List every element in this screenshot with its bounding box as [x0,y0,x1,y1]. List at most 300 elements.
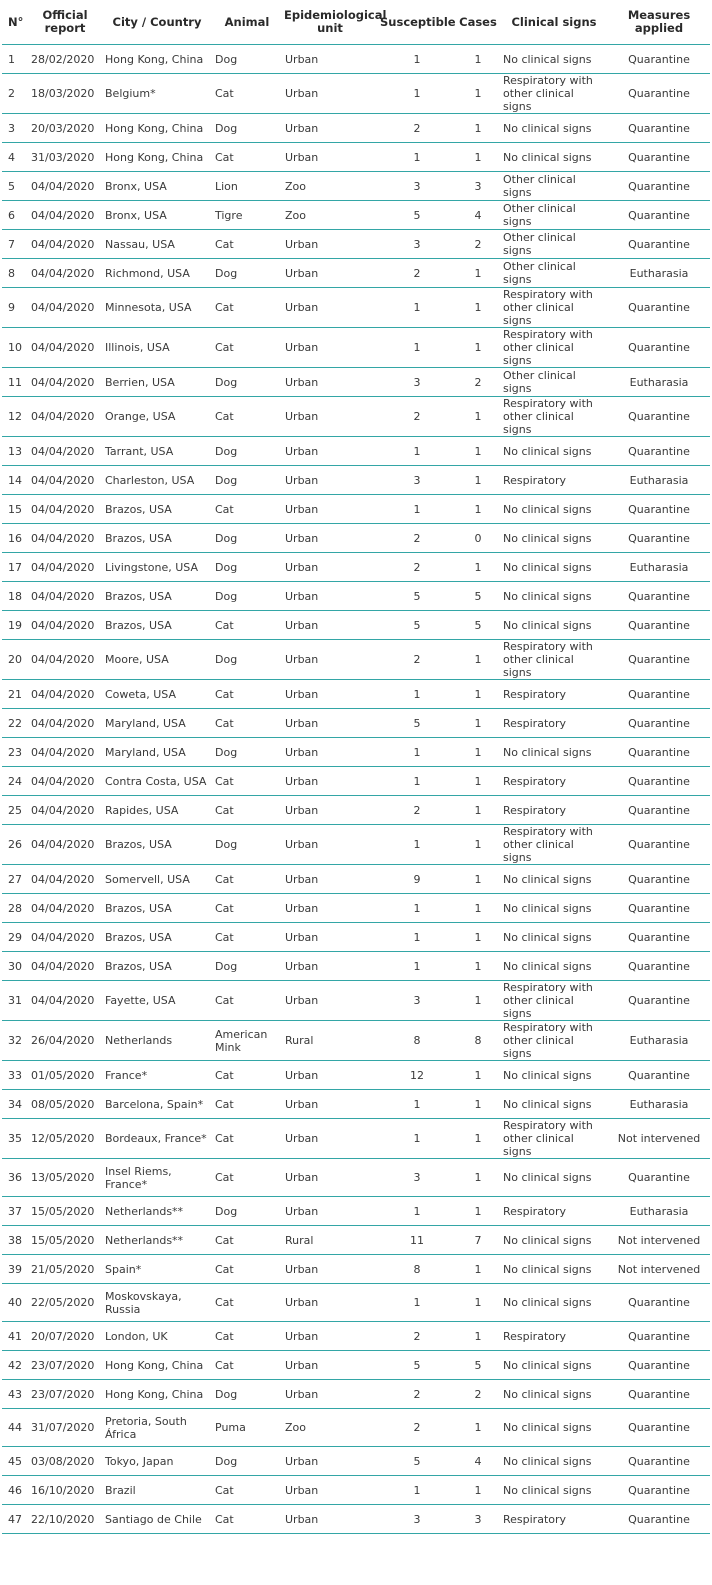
cell-official-report: 01/05/2020 [28,1061,102,1090]
cell-number: 43 [2,1380,28,1409]
cell-measures-applied: Quarantine [608,201,710,230]
cell-animal: Cat [212,1159,282,1197]
cell-animal: Cat [212,230,282,259]
cell-cases: 3 [456,172,500,201]
cell-official-report: 23/07/2020 [28,1380,102,1409]
cell-cases: 1 [456,1255,500,1284]
cell-city-country: Tarrant, USA [102,437,212,466]
cell-epidemiological-unit: Urban [282,1322,378,1351]
cell-number: 26 [2,825,28,865]
cell-epidemiological-unit: Urban [282,259,378,288]
cell-cases: 1 [456,1284,500,1322]
cell-city-country: Hong Kong, China [102,143,212,172]
table-row [2,1351,710,1380]
cell-number: 13 [2,437,28,466]
cell-animal: Cat [212,894,282,923]
cell-cases: 5 [456,582,500,611]
table-row [2,865,710,894]
table-row [2,1021,710,1061]
cell-number: 24 [2,767,28,796]
cell-city-country: Hong Kong, China [102,1351,212,1380]
table-row [2,45,710,74]
cell-epidemiological-unit: Urban [282,738,378,767]
cell-epidemiological-unit: Urban [282,611,378,640]
table-row [2,796,710,825]
cell-animal: Dog [212,582,282,611]
cell-cases: 3 [456,1505,500,1534]
cell-susceptible: 2 [378,524,456,553]
cell-cases: 1 [456,45,500,74]
cell-official-report: 31/03/2020 [28,143,102,172]
cell-number: 25 [2,796,28,825]
cell-clinical-signs: No clinical signs [500,437,608,466]
cell-clinical-signs: Respiratory [500,680,608,709]
cell-epidemiological-unit: Urban [282,524,378,553]
cell-number: 8 [2,259,28,288]
cell-number: 28 [2,894,28,923]
cell-city-country: Hong Kong, China [102,1380,212,1409]
cell-cases: 1 [456,767,500,796]
cell-official-report: 04/04/2020 [28,259,102,288]
cell-number: 44 [2,1409,28,1447]
cell-city-country: Brazos, USA [102,894,212,923]
cell-city-country: Brazos, USA [102,923,212,952]
cell-official-report: 04/04/2020 [28,201,102,230]
cell-official-report: 04/04/2020 [28,524,102,553]
cell-epidemiological-unit: Urban [282,495,378,524]
cell-number: 46 [2,1476,28,1505]
table-row [2,825,710,865]
cell-clinical-signs: Respiratory with other clinical signs [500,288,608,328]
cell-number: 4 [2,143,28,172]
cell-susceptible: 9 [378,865,456,894]
cell-epidemiological-unit: Urban [282,709,378,738]
cell-susceptible: 1 [378,495,456,524]
cell-animal: Dog [212,368,282,397]
table-row [2,259,710,288]
cell-epidemiological-unit: Urban [282,1476,378,1505]
cell-animal: Dog [212,1447,282,1476]
cell-clinical-signs: Other clinical signs [500,172,608,201]
cell-susceptible: 2 [378,553,456,582]
cell-clinical-signs: No clinical signs [500,524,608,553]
cell-city-country: Netherlands [102,1021,212,1061]
cell-epidemiological-unit: Urban [282,368,378,397]
table-row [2,143,710,172]
cell-clinical-signs: No clinical signs [500,143,608,172]
table-row [2,1226,710,1255]
cell-city-country: Netherlands** [102,1197,212,1226]
cell-number: 17 [2,553,28,582]
cell-epidemiological-unit: Urban [282,1284,378,1322]
cell-epidemiological-unit: Urban [282,582,378,611]
cell-clinical-signs: No clinical signs [500,582,608,611]
cell-cases: 1 [456,1061,500,1090]
header-measures-applied: Measures applied [608,0,710,45]
table-row [2,1447,710,1476]
cell-epidemiological-unit: Zoo [282,172,378,201]
cell-epidemiological-unit: Urban [282,640,378,680]
cell-susceptible: 3 [378,1159,456,1197]
cell-clinical-signs: No clinical signs [500,738,608,767]
cell-animal: Dog [212,640,282,680]
cell-number: 35 [2,1119,28,1159]
cell-number: 42 [2,1351,28,1380]
header-cases: Cases [456,0,500,45]
cell-cases: 1 [456,981,500,1021]
cell-susceptible: 1 [378,1119,456,1159]
cell-susceptible: 5 [378,611,456,640]
cell-clinical-signs: No clinical signs [500,611,608,640]
cell-cases: 1 [456,143,500,172]
cell-number: 29 [2,923,28,952]
cell-animal: Dog [212,437,282,466]
cell-number: 10 [2,328,28,368]
cell-epidemiological-unit: Urban [282,1505,378,1534]
cell-official-report: 04/04/2020 [28,767,102,796]
cell-susceptible: 1 [378,767,456,796]
cell-susceptible: 1 [378,738,456,767]
cell-measures-applied: Quarantine [608,1476,710,1505]
cell-number: 9 [2,288,28,328]
cell-clinical-signs: No clinical signs [500,1159,608,1197]
cell-measures-applied: Not intervened [608,1255,710,1284]
cell-clinical-signs: Respiratory with other clinical signs [500,981,608,1021]
cell-susceptible: 1 [378,1284,456,1322]
cell-number: 2 [2,74,28,114]
cell-susceptible: 5 [378,201,456,230]
cell-clinical-signs: Respiratory [500,466,608,495]
cell-clinical-signs: No clinical signs [500,1061,608,1090]
cell-official-report: 04/04/2020 [28,397,102,437]
table-row [2,1061,710,1090]
cell-official-report: 04/04/2020 [28,640,102,680]
cell-epidemiological-unit: Urban [282,796,378,825]
table-row [2,582,710,611]
cell-susceptible: 1 [378,894,456,923]
cell-susceptible: 1 [378,825,456,865]
cell-susceptible: 1 [378,952,456,981]
table-row [2,328,710,368]
table-row [2,767,710,796]
header-susceptible: Susceptible [378,0,456,45]
cell-susceptible: 1 [378,437,456,466]
cell-city-country: Brazos, USA [102,582,212,611]
cell-animal: Cat [212,397,282,437]
cell-measures-applied: Quarantine [608,680,710,709]
cell-susceptible: 2 [378,259,456,288]
cell-clinical-signs: No clinical signs [500,923,608,952]
cell-measures-applied: Eutharasia [608,259,710,288]
cell-animal: Cat [212,1226,282,1255]
cell-city-country: Brazil [102,1476,212,1505]
cell-clinical-signs: Respiratory [500,1322,608,1351]
cell-epidemiological-unit: Urban [282,288,378,328]
cell-epidemiological-unit: Urban [282,1255,378,1284]
table-row [2,74,710,114]
cell-animal: Cat [212,143,282,172]
cell-animal: Cat [212,1476,282,1505]
cell-epidemiological-unit: Zoo [282,201,378,230]
cell-clinical-signs: Respiratory [500,1505,608,1534]
cell-official-report: 04/04/2020 [28,582,102,611]
cell-animal: Cat [212,1255,282,1284]
cell-measures-applied: Quarantine [608,1505,710,1534]
cell-animal: Cat [212,1351,282,1380]
cell-measures-applied: Quarantine [608,1351,710,1380]
cell-susceptible: 2 [378,796,456,825]
cell-city-country: Nassau, USA [102,230,212,259]
cell-city-country: London, UK [102,1322,212,1351]
header-official-report: Official report [28,0,102,45]
cell-susceptible: 5 [378,1351,456,1380]
cell-city-country: Richmond, USA [102,259,212,288]
cell-measures-applied: Quarantine [608,738,710,767]
cell-official-report: 04/04/2020 [28,288,102,328]
cell-animal: Puma [212,1409,282,1447]
cell-number: 36 [2,1159,28,1197]
cell-susceptible: 1 [378,45,456,74]
cell-epidemiological-unit: Urban [282,1380,378,1409]
cell-measures-applied: Quarantine [608,582,710,611]
cell-cases: 2 [456,1380,500,1409]
cell-epidemiological-unit: Urban [282,230,378,259]
cell-city-country: Berrien, USA [102,368,212,397]
cell-animal: Cat [212,1061,282,1090]
cell-epidemiological-unit: Rural [282,1021,378,1061]
table-row [2,952,710,981]
cell-official-report: 04/04/2020 [28,865,102,894]
table-row [2,201,710,230]
cell-susceptible: 1 [378,1090,456,1119]
table-row [2,466,710,495]
cell-cases: 5 [456,611,500,640]
cell-clinical-signs: No clinical signs [500,1380,608,1409]
cell-measures-applied: Quarantine [608,45,710,74]
cell-official-report: 13/05/2020 [28,1159,102,1197]
cell-official-report: 04/04/2020 [28,738,102,767]
cell-susceptible: 8 [378,1255,456,1284]
cell-official-report: 04/04/2020 [28,894,102,923]
cell-cases: 1 [456,74,500,114]
cell-epidemiological-unit: Urban [282,923,378,952]
cell-susceptible: 2 [378,640,456,680]
cell-epidemiological-unit: Urban [282,1090,378,1119]
cell-measures-applied: Quarantine [608,1284,710,1322]
cell-animal: Tigre [212,201,282,230]
table-row [2,640,710,680]
cell-susceptible: 3 [378,172,456,201]
table-row [2,114,710,143]
cell-susceptible: 1 [378,1476,456,1505]
cell-clinical-signs: No clinical signs [500,952,608,981]
cell-number: 21 [2,680,28,709]
cell-susceptible: 2 [378,1322,456,1351]
cell-susceptible: 12 [378,1061,456,1090]
cell-measures-applied: Quarantine [608,1159,710,1197]
cell-animal: Cat [212,288,282,328]
cell-cases: 1 [456,466,500,495]
cell-clinical-signs: Other clinical signs [500,230,608,259]
table-row [2,172,710,201]
cell-clinical-signs: No clinical signs [500,894,608,923]
cell-animal: Cat [212,796,282,825]
cell-animal: Cat [212,680,282,709]
cell-animal: Cat [212,328,282,368]
cell-measures-applied: Eutharasia [608,368,710,397]
table-row [2,981,710,1021]
cell-clinical-signs: Respiratory [500,796,608,825]
cell-measures-applied: Quarantine [608,640,710,680]
cell-city-country: Illinois, USA [102,328,212,368]
cell-city-country: Moskovskaya, Russia [102,1284,212,1322]
cell-epidemiological-unit: Urban [282,1197,378,1226]
cell-clinical-signs: Respiratory with other clinical signs [500,397,608,437]
table-row [2,230,710,259]
cell-animal: Dog [212,114,282,143]
table-row [2,1284,710,1322]
cell-city-country: Insel Riems, France* [102,1159,212,1197]
cell-epidemiological-unit: Urban [282,981,378,1021]
cell-official-report: 04/04/2020 [28,796,102,825]
cell-clinical-signs: No clinical signs [500,1447,608,1476]
cell-number: 6 [2,201,28,230]
cell-number: 41 [2,1322,28,1351]
cell-official-report: 31/07/2020 [28,1409,102,1447]
cell-official-report: 04/04/2020 [28,611,102,640]
cell-clinical-signs: Respiratory with other clinical signs [500,328,608,368]
table-row [2,1159,710,1197]
cell-animal: Cat [212,1119,282,1159]
cell-cases: 2 [456,368,500,397]
cell-official-report: 26/04/2020 [28,1021,102,1061]
table-row [2,1380,710,1409]
cell-number: 15 [2,495,28,524]
cell-clinical-signs: No clinical signs [500,1351,608,1380]
cell-animal: Cat [212,611,282,640]
cell-cases: 1 [456,437,500,466]
cell-animal: Dog [212,259,282,288]
cell-clinical-signs: Respiratory [500,709,608,738]
cell-official-report: 22/05/2020 [28,1284,102,1322]
cell-number: 1 [2,45,28,74]
cell-epidemiological-unit: Urban [282,397,378,437]
cell-susceptible: 2 [378,1380,456,1409]
cell-city-country: Somervell, USA [102,865,212,894]
cell-city-country: Maryland, USA [102,709,212,738]
cell-cases: 5 [456,1351,500,1380]
table-row [2,680,710,709]
cell-epidemiological-unit: Urban [282,1061,378,1090]
cell-measures-applied: Quarantine [608,1447,710,1476]
cell-susceptible: 2 [378,397,456,437]
cell-cases: 1 [456,328,500,368]
cell-official-report: 15/05/2020 [28,1197,102,1226]
cell-measures-applied: Quarantine [608,1322,710,1351]
header-city-country: City / Country [102,0,212,45]
cell-number: 14 [2,466,28,495]
cell-animal: Cat [212,865,282,894]
cell-city-country: Brazos, USA [102,952,212,981]
cell-clinical-signs: No clinical signs [500,1255,608,1284]
table-row [2,1090,710,1119]
cell-measures-applied: Quarantine [608,114,710,143]
cell-measures-applied: Quarantine [608,865,710,894]
cell-measures-applied: Eutharasia [608,1090,710,1119]
cell-number: 3 [2,114,28,143]
cell-animal: Lion [212,172,282,201]
cell-number: 37 [2,1197,28,1226]
cell-animal: Cat [212,1505,282,1534]
cell-animal: Cat [212,1284,282,1322]
cell-clinical-signs: Respiratory [500,767,608,796]
cell-official-report: 21/05/2020 [28,1255,102,1284]
cell-clinical-signs: Other clinical signs [500,259,608,288]
cell-animal: Cat [212,1322,282,1351]
cell-epidemiological-unit: Urban [282,1159,378,1197]
cell-city-country: Hong Kong, China [102,45,212,74]
cell-clinical-signs: No clinical signs [500,553,608,582]
cell-cases: 1 [456,640,500,680]
cell-measures-applied: Not intervened [608,1119,710,1159]
cell-clinical-signs: Respiratory with other clinical signs [500,825,608,865]
cell-cases: 1 [456,796,500,825]
cell-measures-applied: Quarantine [608,611,710,640]
cell-cases: 7 [456,1226,500,1255]
cell-epidemiological-unit: Urban [282,45,378,74]
cell-official-report: 04/04/2020 [28,466,102,495]
cell-clinical-signs: Other clinical signs [500,368,608,397]
cell-cases: 1 [456,288,500,328]
cell-epidemiological-unit: Urban [282,1119,378,1159]
table-row [2,1322,710,1351]
cell-number: 31 [2,981,28,1021]
cell-animal: Cat [212,923,282,952]
cell-susceptible: 8 [378,1021,456,1061]
cell-number: 38 [2,1226,28,1255]
cell-official-report: 04/04/2020 [28,368,102,397]
table-row [2,397,710,437]
cell-susceptible: 11 [378,1226,456,1255]
cell-measures-applied: Quarantine [608,894,710,923]
cell-measures-applied: Quarantine [608,143,710,172]
table-row [2,709,710,738]
header-animal: Animal [212,0,282,45]
cell-official-report: 15/05/2020 [28,1226,102,1255]
table-row [2,288,710,328]
cell-measures-applied: Quarantine [608,796,710,825]
cell-number: 5 [2,172,28,201]
cell-measures-applied: Quarantine [608,74,710,114]
cell-number: 12 [2,397,28,437]
cell-city-country: Rapides, USA [102,796,212,825]
cell-official-report: 22/10/2020 [28,1505,102,1534]
cell-clinical-signs: No clinical signs [500,114,608,143]
cell-susceptible: 1 [378,143,456,172]
cell-official-report: 20/07/2020 [28,1322,102,1351]
cell-official-report: 04/04/2020 [28,172,102,201]
cell-cases: 1 [456,1119,500,1159]
table-row [2,738,710,767]
cell-city-country: Brazos, USA [102,611,212,640]
cell-clinical-signs: No clinical signs [500,1409,608,1447]
cell-official-report: 23/07/2020 [28,1351,102,1380]
cell-clinical-signs: Other clinical signs [500,201,608,230]
cell-epidemiological-unit: Urban [282,825,378,865]
cell-city-country: Charleston, USA [102,466,212,495]
cell-clinical-signs: No clinical signs [500,495,608,524]
cell-clinical-signs: No clinical signs [500,1284,608,1322]
